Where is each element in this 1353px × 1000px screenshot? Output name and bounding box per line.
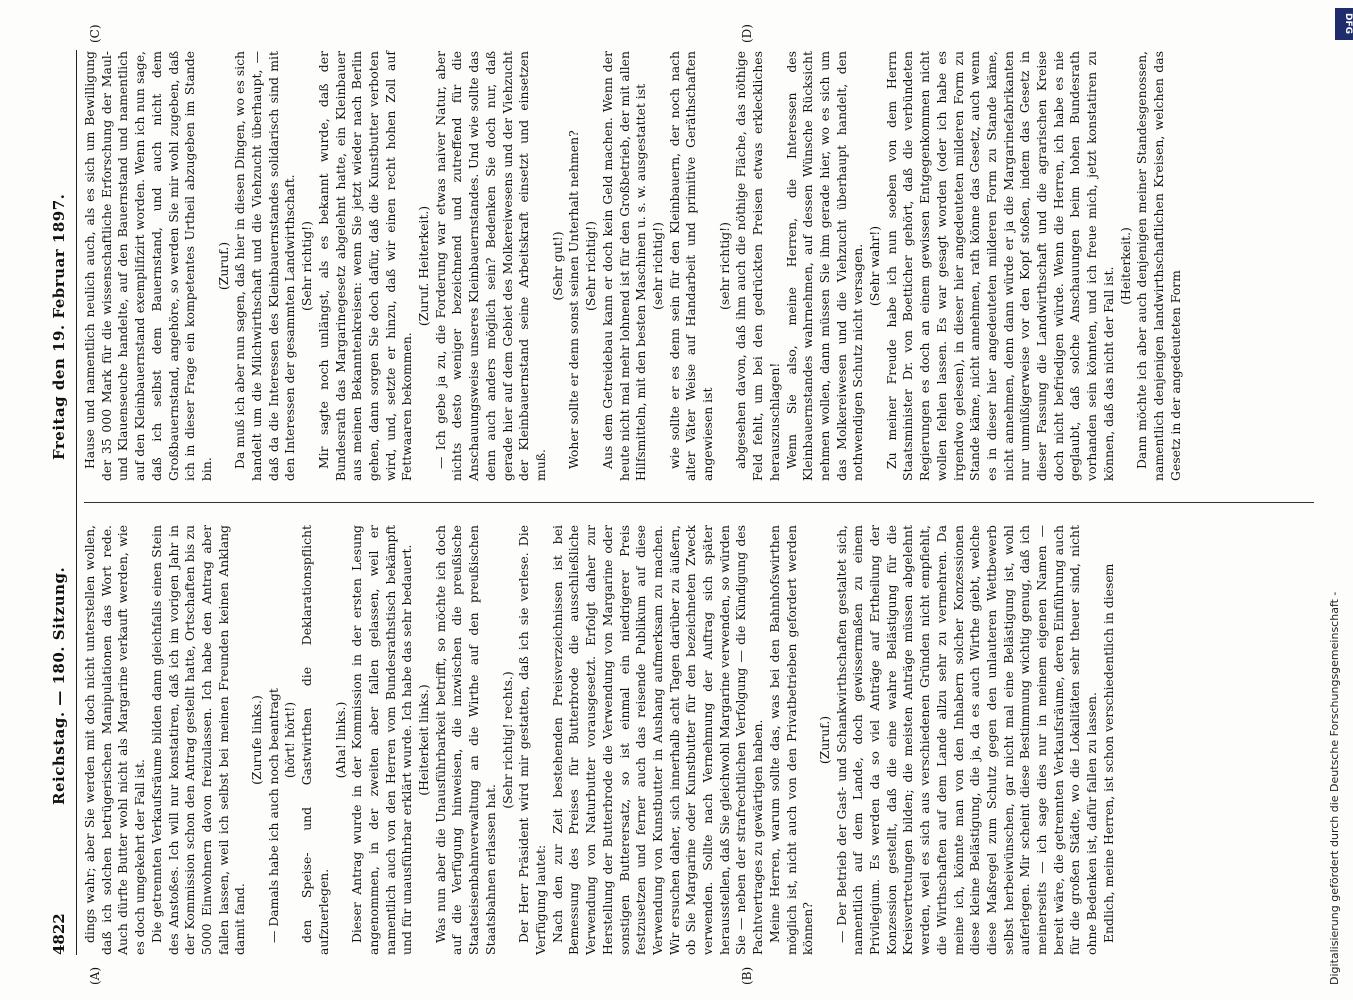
paragraph: Was nun aber die Unausführbarkeit betrifft, so möchte ich doch auf die Verfügung hinweisen, die inzwischen die preußische Staatseisenbahnverwaltung an die Wirthe auf den preußischen Staatsbahnen erlassen hat. — [432, 525, 498, 955]
paragraph: (sehr richtig!) — [716, 222, 732, 310]
paragraph: Wenn Sie also, meine Herren, die Interessen des Kleinbauernstandes wahrnehmen, auf dessen Wünsche Rücksicht nehmen wollen, dann müssen Sie ihm gerade hier, wo es sich um das Molkereiwesen und die Viehzucht überhaupt handelt, den nothwendigen Schutz nicht versagen. — [783, 51, 866, 481]
dfg-logo: DFG — [1335, 8, 1353, 40]
paragraph: Der Herr Präsident wird mir gestatten, daß ich sie verlese. Die Verfügung lautet: — [516, 525, 548, 955]
paragraph: (Sehr wahr!) — [867, 225, 883, 307]
header-rule — [76, 50, 77, 955]
header-right-title: Freitag den 19. Februar 1897. — [50, 193, 68, 460]
paragraph: (Sehr gut!) — [549, 231, 565, 301]
paragraph: Aus dem Getreidebau kann er doch kein Geld machen. Wenn der heute nicht mal mehr lohnend ist für den Großbetrieb, der mit allen Hilfsmitteln, mit den besten Maschinen u. s. w. ausgestattet ist — [599, 51, 649, 481]
paragraph: Zu meiner Freude habe ich nun soeben von dem Herrn Staatsminister Dr. von Boetticher gehört, daß die verbündeten Regierungen es doch an einem gewissen Entgegenkommen nicht wollen fehlen lassen. Es war gesagt worden (oder ich habe es irgendwo gelesen), in dieser hier angedeuteten milderen Form zu Stande käme, nicht annehmen, rath könne das Gesetz, auch wenn es in dieser hier angedeuteten milderen Form zu Stande käme, nicht annehmen, denn dann würde er ja die Margarinefabrikanten nur unmüßigerweise vor den Kopf stoßen, indem das Gesetz in dieser Fassung die Landwirthschaft und die agrarischen Kreise doch nicht befriedigen würde. Wenn die Herren, ich habe es nie geglaubt, daß solche Anschauungen beim hohen Bundesrath vorhanden sein könnten, und ich freue mich, jetzt konstatiren zu können, daß das nicht der Fall ist. — [883, 51, 1116, 481]
paragraph: (Zuruf.) — [215, 241, 231, 291]
paragraph: (Sehr richtig! rechts.) — [499, 671, 515, 809]
margin-mark-b: (B) — [740, 966, 754, 985]
paragraph: (Sehr richtig!) — [299, 221, 315, 311]
paragraph: Die getrennten Verkaufsräume bilden dann gleichfalls einen Stein des Anstoßes. Ich will nur konstatiren, daß ich im vorigen Jahr in der Kommission schon den Antrag gestellt hatte, Ortschaften bis zu 5000 Einwohnern davon freizulassen. Ich habe den Antrag aber fallen lassen, weil ich selbst bei meinen Freunden keinen Anklang damit fand. — [148, 525, 248, 955]
page-number: 4822 — [50, 913, 68, 955]
rotated-newspaper-page — [40, 24, 1320, 985]
paragraph: Nach den zur Zeit bestehenden Preisverzeichnissen ist bei Bemessung des Preises für Butterbrode die ausschließliche Verwendung von Naturbutter vorausgesetzt. Erfolgt daher zur Herstellung der Butterbrode die Verwendung von Margarine oder sonstigen Butterersatz, so ist einmal ein niedrigerer Preis festzusetzen und ferner auch das reisende Publikum auf diese Verwendung von Kunstbutter in Aushang aufmerksam zu machen. Wir ersuchen daher, sich innerhalb acht Tagen darüber zu äußern, ob Sie Margarine oder Kunstbutter für den bezeichneten Zweck verwenden. Sollte nach Vernehmung der Auftrag sich später herausstellen, daß Sie gleichwohl Margarine verwenden, so würden Sie — neben der strafrechtlichen Verfolgung — die Kündigung des Pachtvertrages zu gewärtigen haben. — [549, 525, 766, 955]
paragraph: wie sollte er es denn sein für den Kleinbauern, der noch nach alter Väter Weise auf Handarbeit und primitive Geräthschaften angewiesen ist — [666, 51, 716, 481]
paragraph: den Speise- und Gastwirthen die Deklarationspflicht aufzuerlegen. — [299, 525, 331, 955]
paragraph: Hause und namentlich neulich auch, als es sich um Bewilligung der 35 000 Mark für die wissenschaftliche Erforschung der Maul- und Klauenseuche handelte, auf den Bauernstand und namentlich auf den Kleinbauernstand exemplifizirt worden. Wenn ich nun sage, daß ich selbst dem Bauernstand, und auch nicht dem Großbauernstand, angehöre, so werden Sie mir wohl zugeben, daß ich in dieser Frage ein kompetentes Urtheil abzugeben im Stande bin. — [82, 51, 214, 481]
paragraph: Endlich, meine Herren, ist schon verschiedentlich in diesem — [1100, 563, 1116, 943]
paragraph: Dieser Antrag wurde in der Kommission in der ersten Lesung angenommen, in der zweiten aber fallen gelassen, weil er namentlich auch von den Herren vom Bundesrathstisch bekämpft und für unausführbar erklärt wurde. Ich habe das sehr bedauert. — [349, 525, 415, 955]
paragraph: (Heiterkeit.) — [1117, 227, 1133, 305]
paragraph: Dann möchte ich aber auch denjenigen meiner Standesgenossen, namentlich denjenigen landwirthschaftlichen Kreisen, welchen das Gesetz in der angedeuteten Form — [1134, 51, 1183, 481]
paragraph: (Zuruf. Heiterkeit.) — [416, 205, 432, 327]
text-column-left — [82, 525, 1118, 955]
column-divider — [84, 502, 1314, 503]
paragraph: Meine Herren, warum sollte das, was bei den Bahnhofswirthen möglich ist, nicht auch von den Privatbetrieben gefordert werden können? — [766, 525, 816, 955]
page-header — [50, 50, 74, 955]
paragraph: — Ich gebe ja zu, die Forderung war etwas naiver Natur, aber nichts desto weniger bezeichnend und zutreffend für die Anschauungsweise unseres Kleinbauernstandes. Und wie sollte das denn auch anders möglich sein? Bedenken Sie doch nur, daß gerade hier auf dem Gebiet des Molkereiwesens und der Viehzucht der Kleinbauernstand seine Arbeitskraft einsetzt und einsetzen muß. — [432, 51, 548, 481]
header-left-title: Reichstag. — 180. Sitzung. — [50, 566, 68, 805]
paragraph: Woher sollte er denn sonst seinen Unterhalt nehmen? — [566, 130, 582, 469]
paragraph: — Der Betrieb der Gast- und Schankwirthschaften gestaltet sich, namentlich auf dem Lande, doch gewissermaßen zu einem Privilegium. Es werden da so viel Anträge auf Ertheilung der Konzession gestellt, daß die eine wahre Belästigung für die Kreisvertretungen bilden; die meisten Anträge müssen abgelehnt werden, weil es sich aus verschiedenen Gründen nicht empfiehlt, die Wirthschaften auf dem Lande allzu sehr zu vermehren. Da meine ich, könnte man von den Inhabern solcher Konzessionen diese kleine Belästigung, die ja, da es auch Wirthe giebt, welche diese Maßregel zum Schutz gegen den unlauteren Wettbewerb selbst herbeiwünschen, gar nicht mal eine Belästigung ist, wohl auferlegen. Mir scheint diese Bestimmung wichtig genug, daß ich meinerseits — ich sage dies nur in meinem eigenen Namen — bereit wäre, die getrennten Verkaufsräume, deren Einführung auch für die großen Städte, wo die Lokalitäten sehr theuer sind, nicht ohne Bedenken ist, dafür fallen zu lassen. — [833, 525, 1100, 955]
digitization-credit: Digitalisierung gefördert durch die Deutsche Forschungsgemeinschaft - — [1328, 591, 1341, 985]
paragraph: (sehr richtig!) — [649, 222, 665, 310]
paragraph: (Zuruf.) — [816, 715, 832, 765]
paragraph: Mir sagte noch unlängst, als es bekannt wurde, daß der Bundesrath das Margarinegesetz abgelehnt hatte, ein Kleinbauer aus meinen Bekanntenkreisen: wenn Sie jetzt wieder nach Berlin gehen, dann sorgen Sie doch dafür, daß die Kunstbutter verboten wird, und, setzte er hinzu, daß wir einen recht hohen Zoll auf Fettwaaren bekommen. — [315, 51, 415, 481]
margin-mark-a: (A) — [88, 966, 102, 985]
paragraph: (Sehr richtig!) — [583, 221, 599, 311]
paragraph: (Zurufe links.) — [249, 695, 265, 785]
margin-mark-c: (C) — [88, 24, 102, 43]
paragraph: (Aha! links.) — [332, 701, 348, 779]
paragraph: (Heiterkeit links.) — [416, 684, 432, 796]
paragraph: abgesehen davon, daß ihm auch die nöthige Fläche, das nöthige Feld fehlt, um bei den gedrückten Preisen etwas erkleckliches herauszuschlagen! — [733, 51, 782, 481]
margin-mark-d: (D) — [740, 24, 754, 43]
paragraph: Da muß ich aber nun sagen, daß hier in diesen Dingen, wo es sich handelt um die Milchwirthschaft und die Viehzucht überhaupt, — daß da die Interessen des Kleinbauernstandes solidarisch sind mit den Interessen der gesammten Landwirthschaft. — [232, 51, 298, 481]
paragraph: (hört! hört!) — [282, 701, 298, 779]
paragraph: dings wahr; aber Sie werden mit doch nicht unterstellen wollen, daß ich solchen betrügerischen Manipulationen das Wort rede. Auch dürfte Butter wohl nicht als Margarine verkauft werden, wie es doch umgekehrt der Fall ist. — [82, 525, 148, 955]
paragraph: — Damals habe ich auch noch beantragt — [265, 688, 281, 943]
text-column-right — [82, 51, 1184, 481]
